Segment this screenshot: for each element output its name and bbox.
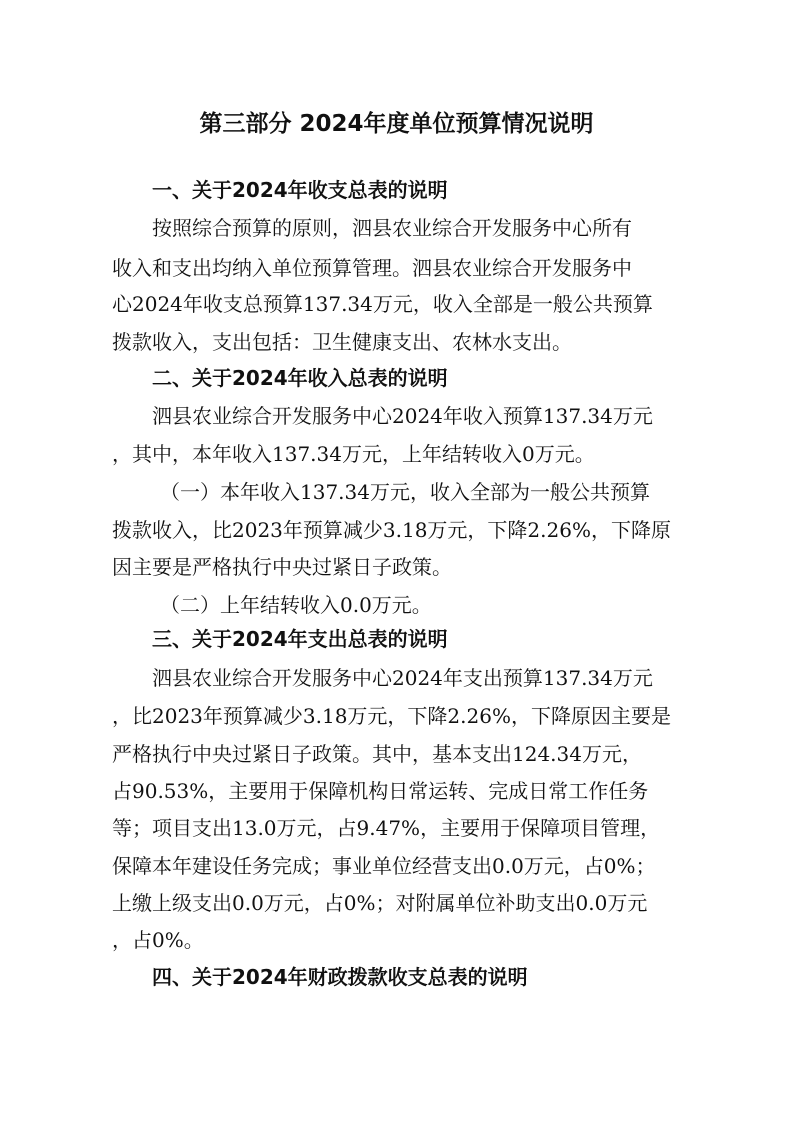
paragraph-line: 保障本年建设任务完成；事业单位经营支出0.0万元，占0%； xyxy=(112,854,656,878)
section-1-heading: 一、关于2024年收支总表的说明 xyxy=(152,178,448,202)
paragraph-line: 泗县农业综合开发服务中心2024年支出预算137.34万元 xyxy=(152,666,653,690)
paragraph-line: 占90.53%，主要用于保障机构日常运转、完成日常工作任务 xyxy=(112,779,649,803)
paragraph-line: ，占0%。 xyxy=(112,928,204,952)
paragraph-line: 严格执行中央过紧日子政策。其中，基本支出124.34万元， xyxy=(112,742,642,766)
paragraph-line: 按照综合预算的原则，泗县农业综合开发服务中心所有 xyxy=(152,216,632,240)
paragraph-line: 拨款收入，支出包括：卫生健康支出、农林水支出。 xyxy=(112,330,572,354)
paragraph-line: 泗县农业综合开发服务中心2024年收入预算137.34万元 xyxy=(152,404,653,428)
section-2-heading: 二、关于2024年收入总表的说明 xyxy=(152,366,448,390)
paragraph-line: （一）本年收入137.34万元，收入全部为一般公共预算 xyxy=(160,480,650,504)
paragraph-line: 上缴上级支出0.0万元，占0%；对附属单位补助支出0.0万元 xyxy=(112,891,648,915)
paragraph-line: 心2024年收支总预算137.34万元，收入全部是一般公共预算 xyxy=(112,292,653,316)
paragraph-line: 收入和支出均纳入单位预算管理。泗县农业综合开发服务中 xyxy=(112,256,632,280)
page-title: 第三部分 2024年度单位预算情况说明 xyxy=(199,111,594,137)
paragraph-line: 等；项目支出13.0万元，占9.47%，主要用于保障项目管理， xyxy=(112,816,661,840)
paragraph-line: 因主要是严格执行中央过紧日子政策。 xyxy=(112,555,452,579)
paragraph-line: （二）上年结转收入0.0万元。 xyxy=(160,593,432,617)
paragraph-line: 拨款收入，比2023年预算减少3.18万元，下降2.26%，下降原 xyxy=(112,518,671,542)
paragraph-line: ，其中，本年收入137.34万元，上年结转收入0万元。 xyxy=(112,442,595,466)
section-3-heading: 三、关于2024年支出总表的说明 xyxy=(152,627,448,651)
section-4-heading: 四、关于2024年财政拨款收支总表的说明 xyxy=(152,965,528,989)
paragraph-line: ，比2023年预算减少3.18万元，下降2.26%，下降原因主要是 xyxy=(112,704,671,728)
